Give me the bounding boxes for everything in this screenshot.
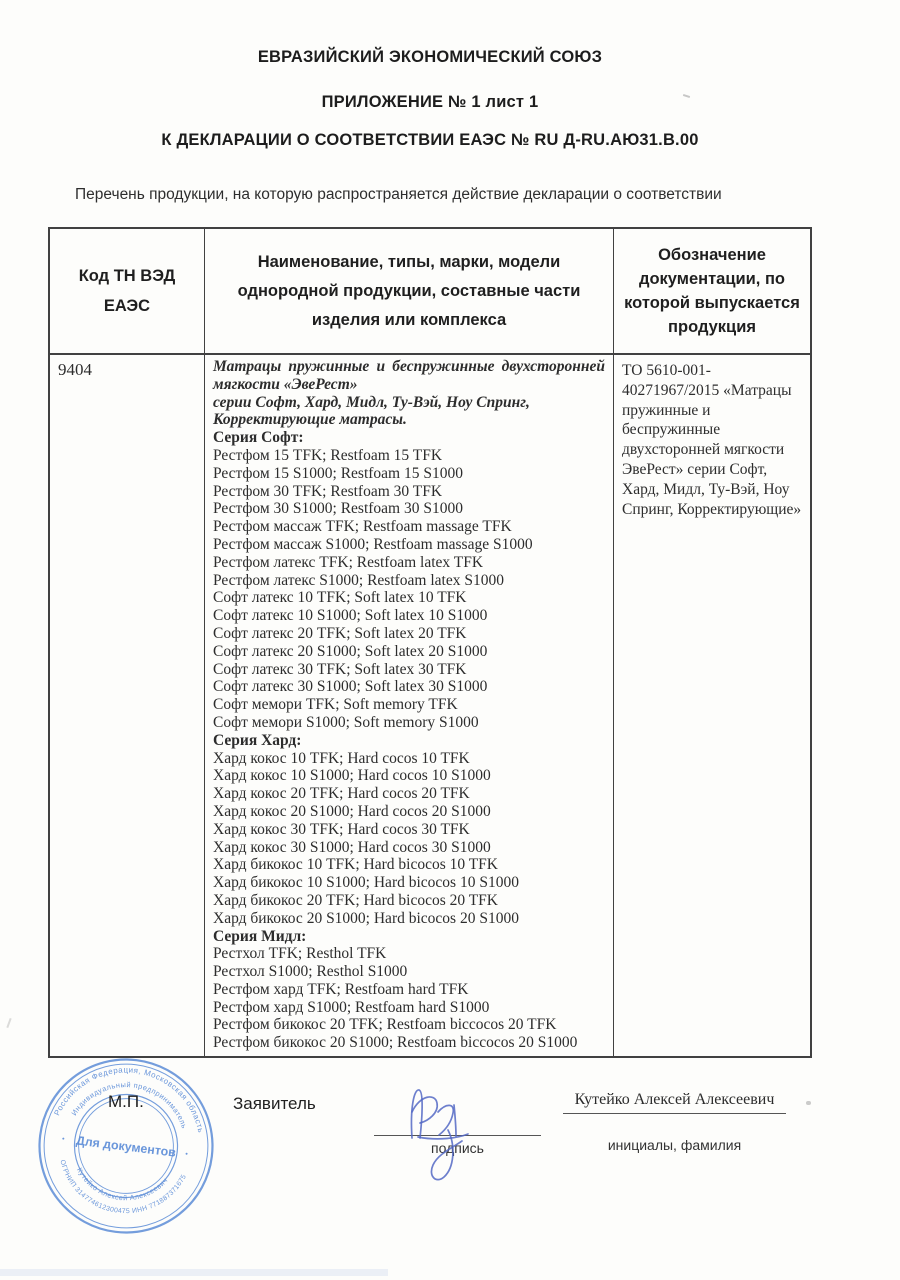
table-header-row [50,229,810,355]
product-item: Хард кокос 10 TFK; Hard cocos 10 TFK [213,749,470,767]
product-item: Рестфом латекс TFK; Restfoam latex TFK [213,553,484,571]
product-item: Софт латекс 30 S1000; Soft latex 30 S1000 [213,678,488,696]
series-title: Серия Хард: [213,731,302,749]
series-title: Серия Мидл: [213,927,307,945]
product-lead-line: Матрацы пружинные и беспружинные двухсторонней мягкости «ЭвеРест» [213,358,605,393]
signature-caption: подпись [431,1140,484,1156]
header-doc-column: Обозначение документации, по которой выпускается продукция [624,246,800,336]
product-item: Рестфом бикокос 20 S1000; Restfoam biccocos 20 S1000 [213,1034,578,1052]
name-caption: инициалы, фамилия [607,1137,742,1153]
product-item: Рестхол TFK; Resthol TFK [213,945,387,963]
header-code-column: Код ТН ВЭД ЕАЭС [50,229,205,353]
intro-text: Перечень продукции, на которую распространяется действие декларации о соответствии [75,186,722,203]
product-item: Рестфом хард S1000; Restfoam hard S1000 [213,998,490,1016]
scan-speck [806,1101,811,1105]
product-item: Рестфом 30 TFK; Restfoam 30 TFK [213,482,443,500]
product-item: Хард кокос 20 S1000; Hard cocos 20 S1000 [213,802,491,820]
stamp-outer-top-text: Российская Федерация, Московская область [52,1065,206,1134]
scan-speck [6,1018,11,1028]
product-item: Хард бикокос 20 S1000; Hard bicocos 20 S1000 [213,909,519,927]
product-item: Софт латекс 20 S1000; Soft latex 20 S1000 [213,642,488,660]
product-item: Рестфом латекс S1000; Restfoam latex S1000 [213,571,504,589]
product-item: Рестфом 15 S1000; Restfoam 15 S1000 [213,464,463,482]
round-stamp [23,1043,228,1248]
product-item: Хард кокос 30 TFK; Hard cocos 30 TFK [213,820,470,838]
applicant-name: Кутейко Алексей Алексеевич [563,1090,786,1114]
product-item: Софт латекс 30 TFK; Soft latex 30 TFK [213,660,467,678]
product-item: Хард кокос 20 TFK; Hard cocos 20 TFK [213,785,470,803]
handwritten-signature [398,1080,518,1185]
product-list [213,429,605,1052]
product-item: Софт мемори TFK; Soft memory TFK [213,696,458,714]
product-item: Рестфом хард TFK; Restfoam hard TFK [213,980,469,998]
product-item: Рестфом массаж S1000; Restfoam massage S1000 [213,535,533,553]
product-table [48,227,812,1058]
product-item: Хард кокос 30 S1000; Hard cocos 30 S1000 [213,838,491,856]
svg-text:•: • [184,1149,189,1159]
product-item: Софт латекс 10 S1000; Soft latex 10 S1000 [213,607,488,625]
scan-artifact [0,1269,388,1276]
product-item: Рестхол S1000; Resthol S1000 [213,963,408,981]
product-item: Рестфом 30 S1000; Restfoam 30 S1000 [213,500,463,518]
product-item: Рестфом бикокос 20 TFK; Restfoam biccocos 20 TFK [213,1016,557,1034]
stamp-outer-bottom-text: ОГРНИП 314774612300475 ИНН 771887371675 [58,1159,188,1216]
product-item: Рестфом 15 TFK; Restfoam 15 TFK [213,446,443,464]
code-cell: 9404 [50,355,205,1056]
svg-text:•: • [61,1133,66,1144]
stamp-center-text: Для документов [75,1133,177,1160]
product-item: Софт латекс 20 TFK; Soft latex 20 TFK [213,624,467,642]
documentation-cell: ТО 5610-001-40271967/2015 «Матрацы пружинные и беспружинные двухсторонней мягкости ЭвеРест» серии Софт, Хард, Мидл, Ту-Вэй, Ноу Спринг, Корректирующие» [622,362,802,518]
product-item: Хард бикокос 10 S1000; Hard bicocos 10 S1000 [213,874,519,892]
product-item: Хард бикокос 20 TFK; Hard bicocos 20 TFK [213,891,498,909]
stamp-inner-bottom-text: Кутейко Алексей Алексеевич [75,1166,170,1203]
product-item: Хард кокос 10 S1000; Hard cocos 10 S1000 [213,767,491,785]
product-cell [205,355,614,1056]
product-item: Хард бикокос 10 TFK; Hard bicocos 10 TFK [213,856,498,874]
applicant-label: Заявитель [233,1094,316,1113]
stamp-place-label: М.П. [108,1092,144,1111]
product-item: Софт мемори S1000; Soft memory S1000 [213,713,479,731]
declaration-number-line: К ДЕКЛАРАЦИИ О СООТВЕТСТВИИ ЕАЭС № RU Д-RU.АЮ31.В.00 [161,131,699,149]
header-name-column: Наименование, типы, марки, модели однородной продукции, составные части изделия или комплекса [205,229,614,353]
union-title: ЕВРАЗИЙСКИЙ ЭКОНОМИЧЕСКИЙ СОЮЗ [257,48,603,66]
product-item: Софт латекс 10 TFK; Soft latex 10 TFK [213,589,467,607]
table-row [50,355,810,1056]
stamp-inner-top-text: Индивидуальный предприниматель [69,1080,190,1130]
series-title: Серия Софт: [213,429,304,447]
product-item: Рестфом массаж TFK; Restfoam massage TFK [213,518,512,536]
product-lead-line: серии Софт, Хард, Мидл, Ту-Вэй, Ноу Спринг, Корректирующие матрасы. [213,393,530,429]
appendix-line: ПРИЛОЖЕНИЕ № 1 лист 1 [321,93,539,111]
